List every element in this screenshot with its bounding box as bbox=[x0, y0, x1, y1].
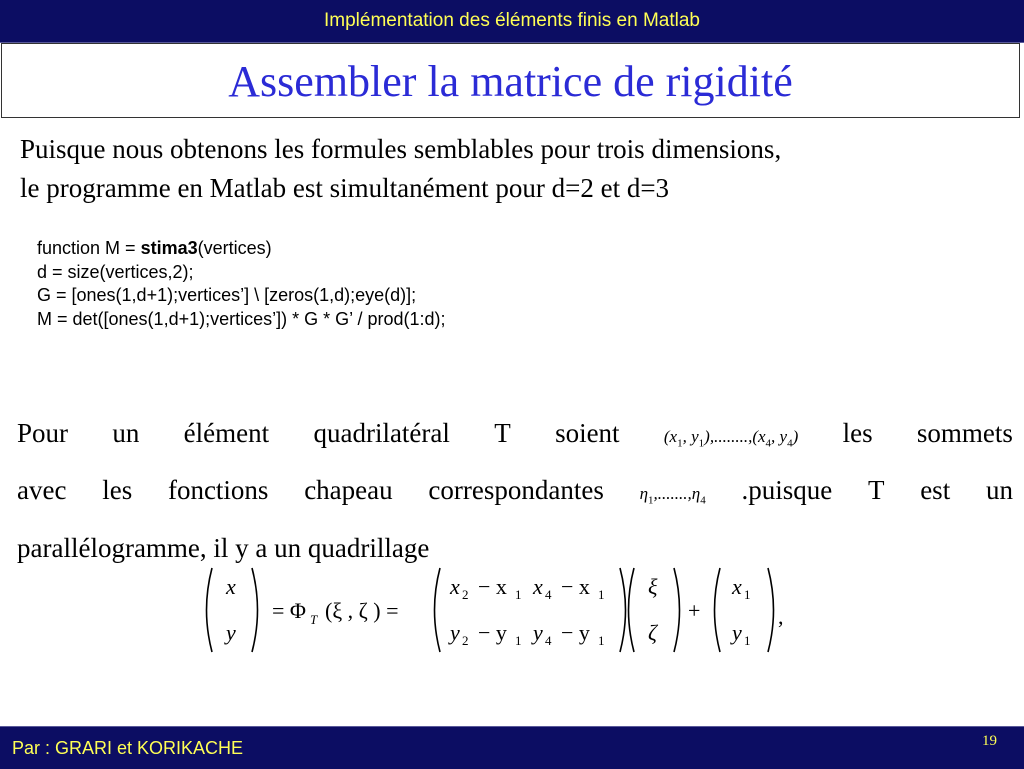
vertices-expression: ($x_1$, $y_1),........,(x_4$, $y_4$) bbox=[663, 427, 799, 450]
paragraph-line-1 bbox=[17, 410, 1013, 467]
code-line-1-prefix: function M = bbox=[37, 238, 141, 258]
intro-line-1: Puisque nous obtenons les formules semblables pour trois dimensions, bbox=[20, 134, 782, 164]
body-paragraph bbox=[17, 410, 1013, 572]
code-line-4: M = det([ones(1,d+1);vertices’]) * G * G’ / prod(1:d); bbox=[37, 308, 446, 329]
word: est bbox=[920, 475, 951, 506]
svg-text:x: x bbox=[450, 574, 460, 599]
intro-line-2: le programme en Matlab est simultanément pour d=2 et d=3 bbox=[20, 173, 670, 203]
word: .puisque bbox=[741, 475, 833, 506]
word: les bbox=[102, 475, 133, 506]
svg-text:y: y bbox=[450, 620, 460, 645]
svg-text:2: 2 bbox=[462, 587, 469, 602]
svg-text:x: x bbox=[533, 574, 543, 599]
word: T bbox=[494, 418, 511, 448]
svg-text:1: 1 bbox=[598, 633, 605, 648]
code-function-name: stima3 bbox=[140, 238, 198, 258]
mapping-formula bbox=[200, 562, 800, 658]
svg-text:− x: − x bbox=[478, 574, 507, 599]
svg-text:− y: − y bbox=[561, 620, 590, 645]
svg-text:x: x bbox=[226, 574, 236, 599]
word: fonctions bbox=[167, 475, 269, 506]
svg-text:− y: − y bbox=[478, 620, 507, 645]
course-title: Implémentation des éléments finis en Matlab bbox=[324, 10, 700, 31]
footer-bar bbox=[0, 726, 1024, 769]
word: correspondantes bbox=[428, 475, 604, 506]
paragraph-line-2 bbox=[17, 467, 1013, 524]
svg-text:1: 1 bbox=[598, 587, 605, 602]
page-number: 19 bbox=[982, 733, 997, 749]
slide-title-box bbox=[1, 43, 1020, 118]
svg-text:+: + bbox=[688, 598, 701, 623]
header-bar bbox=[0, 0, 1024, 43]
svg-text:4: 4 bbox=[545, 587, 552, 602]
svg-text:1: 1 bbox=[744, 633, 751, 648]
svg-text:y: y bbox=[533, 620, 543, 645]
code-line-3: G = [ones(1,d+1);vertices’] \ [zeros(1,d);eye(d)]; bbox=[37, 285, 417, 305]
word: un bbox=[112, 418, 140, 448]
svg-text:(ξ , ζ ) =: (ξ , ζ ) = bbox=[325, 598, 399, 623]
svg-text:1: 1 bbox=[515, 587, 522, 602]
word: Pour bbox=[17, 418, 69, 448]
word: soient bbox=[555, 418, 620, 448]
svg-text:,: , bbox=[778, 604, 784, 629]
svg-text:= Φ: = Φ bbox=[272, 598, 306, 623]
word: élément bbox=[183, 418, 270, 448]
intro-text bbox=[20, 130, 1024, 208]
code-line-2: d = size(vertices,2); bbox=[37, 261, 194, 282]
word: un bbox=[985, 475, 1013, 506]
slide-title: Assembler la matrice de rigidité bbox=[228, 57, 793, 106]
svg-text:1: 1 bbox=[744, 587, 751, 602]
word: avec bbox=[17, 475, 67, 506]
svg-text:y: y bbox=[226, 620, 236, 645]
author-text: Par : GRARI et KORIKACHE bbox=[12, 738, 244, 758]
svg-text:y: y bbox=[732, 620, 742, 645]
word: les bbox=[842, 418, 873, 448]
code-line-1 bbox=[37, 237, 446, 261]
svg-text:T: T bbox=[310, 612, 318, 627]
svg-text:2: 2 bbox=[462, 633, 469, 648]
word: sommets bbox=[916, 418, 1013, 448]
svg-text:1: 1 bbox=[515, 633, 522, 648]
svg-text:ζ: ζ bbox=[648, 620, 657, 645]
svg-text:x: x bbox=[732, 574, 742, 599]
svg-text:ξ: ξ bbox=[648, 574, 658, 599]
word: T bbox=[867, 475, 885, 506]
svg-text:4: 4 bbox=[545, 633, 552, 648]
code-line-1-suffix: (vertices) bbox=[197, 238, 272, 258]
word: quadrilatéral bbox=[313, 418, 450, 448]
code-block bbox=[37, 237, 446, 331]
word: chapeau bbox=[304, 475, 393, 506]
hat-functions-expression: $\eta_1,.......,\eta_4$ bbox=[639, 484, 706, 507]
paragraph-line-3-text: parallélogramme, il y a un quadrillage bbox=[17, 532, 430, 563]
svg-text:− x: − x bbox=[561, 574, 590, 599]
